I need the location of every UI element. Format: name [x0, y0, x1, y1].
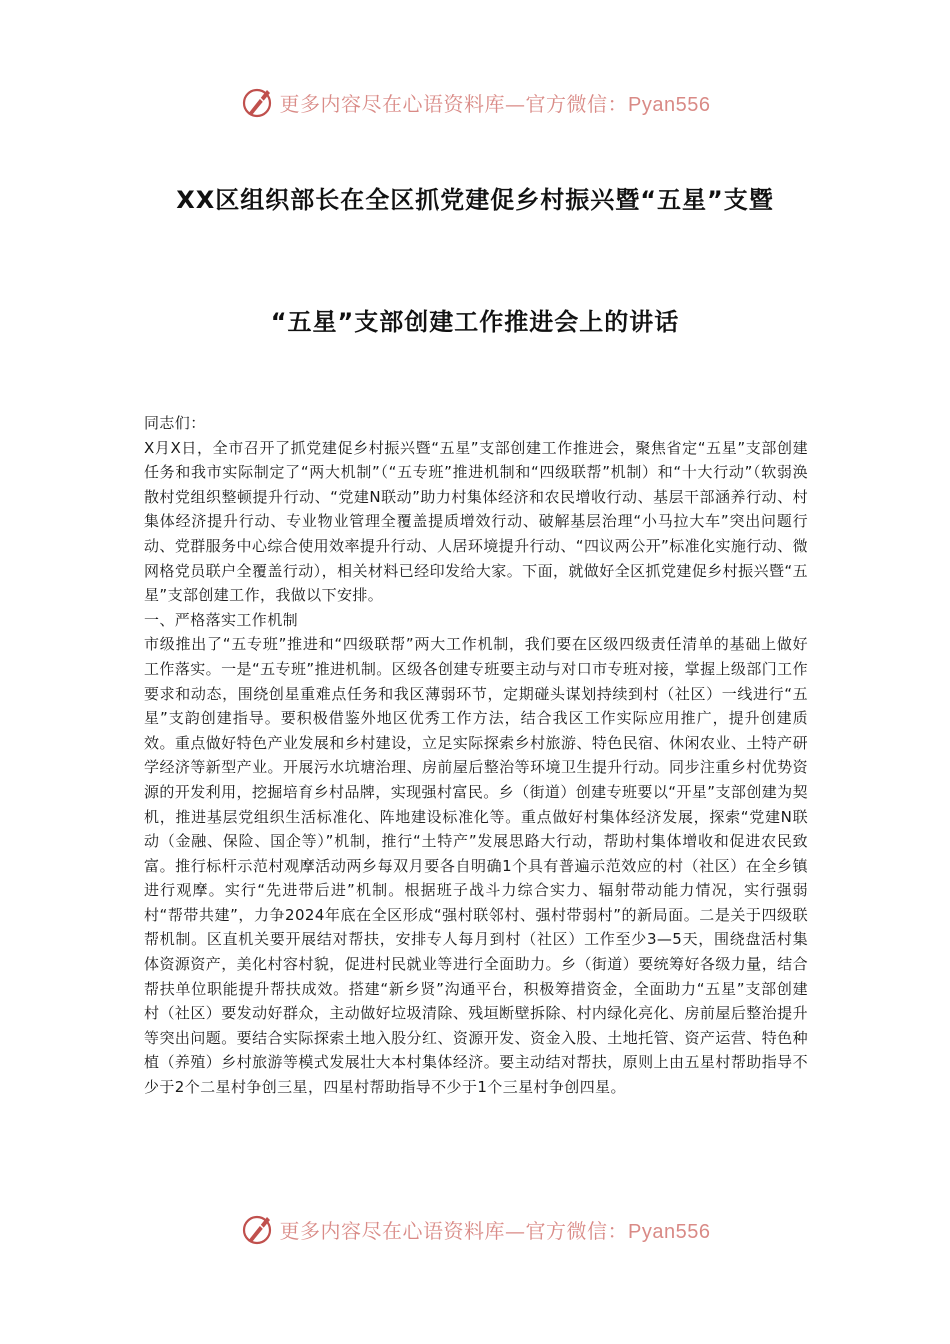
- banner-wechat-id: Pyan556: [628, 1220, 711, 1243]
- banner-text: 更多内容尽在心语资料库—官方微信：Pyan556: [279, 1218, 711, 1243]
- banner-wechat-id: Pyan556: [628, 93, 711, 116]
- quill-pen-icon: [240, 84, 276, 120]
- header-watermark-banner: [0, 82, 950, 122]
- document-body: [144, 411, 808, 1100]
- footer-watermark-banner: [0, 1209, 950, 1249]
- document-title-line-2: “五星”支部创建工作推进会上的讲话: [270, 308, 680, 336]
- greeting: 同志们：: [144, 414, 206, 432]
- section-paragraph: 市级推出了“五专班”推进和“四级联帮”两大工作机制，我们要在区级四级责任清单的基础上做好工作落实。一是“五专班”推进机制。区级各创建专班要主动与对口市专班对接，掌握上级部门工作要求和动态，围绕创星重难点任务和我区薄弱环节，定期碰头谋划持续到村（社区）一线进行“五星”支韵创建指导。要积极借鉴外地区优秀工作方法，结合我区工作实际应用推广，提升创建质效。重点做好特色产业发展和乡村建设，立足实际探索乡村旅游、特色民宿、休闲农业、土特产研学经济等新型产业。开展污水坑塘治理、房前屋后整治等环境卫生提升行动。同步注重乡村优势资源的开发利用，挖掘培育乡村品牌，实现强村富民。乡（街道）创建专班要以“开星”支部创建为契机，推进基层党组织生活标准化、阵地建设标准化等。重点做好村集体经济发展，探索“党建N联动（金融、保险、国企等）”机制，推行“土特产”发展思路大行动，帮助村集体增收和促进农民致富。推行标杆示范村观摩活动两乡每双月要各自明确1个具有普遍示范效应的村（社区）在全乡镇进行观摩。实行“先进带后进”机制。根据班子战斗力综合实力、辐射带动能力情况，实行强弱村“帮带共建”，力争2024年底在全区形成“强村联邻村、强村带弱村”的新局面。二是关于四级联帮机制。区直机关要开展结对帮扶，安排专人每月到村（社区）工作至少3—5天，围绕盘活村集体资源资产，美化村容村貌，促进村民就业等进行全面助力。乡（街道）要统筹好各级力量，结合帮扶单位职能提升帮扶成效。搭建“新乡贤”沟通平台，积极筹措资金，全面助力“五星”支部创建村（社区）要发动好群众，主动做好垃圾清除、残垣断壁拆除、村内绿化亮化、房前屋后整治提升等突出问题。要结合实际探索土地入股分红、资源开发、资金入股、土地托管、资产运营、特色种植（养殖）乡村旅游等模式发展壮大本村集体经济。要主动结对帮扶，原则上由五星村帮助指导不少于2个二星村争创三星，四星村帮助指导不少于1个三星村争创四星。: [144, 635, 808, 1097]
- banner-text: 更多内容尽在心语资料库—官方微信：Pyan556: [279, 91, 711, 116]
- section-heading: 一、严格落实工作机制: [144, 610, 299, 629]
- intro-paragraph: X月X日，全市召开了抓党建促乡村振兴暨“五星”支部创建工作推进会，聚焦省定“五星”支部创建任务和我市实际制定了“两大机制”（“五专班”推进机制和“四级联帮”机制）和“十大行动”（软弱涣散村党组织整顿提升行动、“党建N联动”助力村集体经济和农民增收行动、基层干部涵养行动、村集体经济提升行动、专业物业管理全覆盖提质增效行动、破解基层治理“小马拉大车”突出问题行动、党群服务中心综合使用效率提升行动、人居环境提升行动、“四议两公开”标准化实施行动、微网格党员联户全覆盖行动），相关材料已经印发给大家。下面，就做好全区抓党建促乡村振兴暨“五星”支部创建工作，我做以下安排。: [144, 438, 808, 605]
- quill-pen-icon: [240, 1211, 276, 1247]
- document-title-line-1: XX区组织部长在全区抓党建促乡村振兴暨“五星”支暨: [176, 186, 774, 214]
